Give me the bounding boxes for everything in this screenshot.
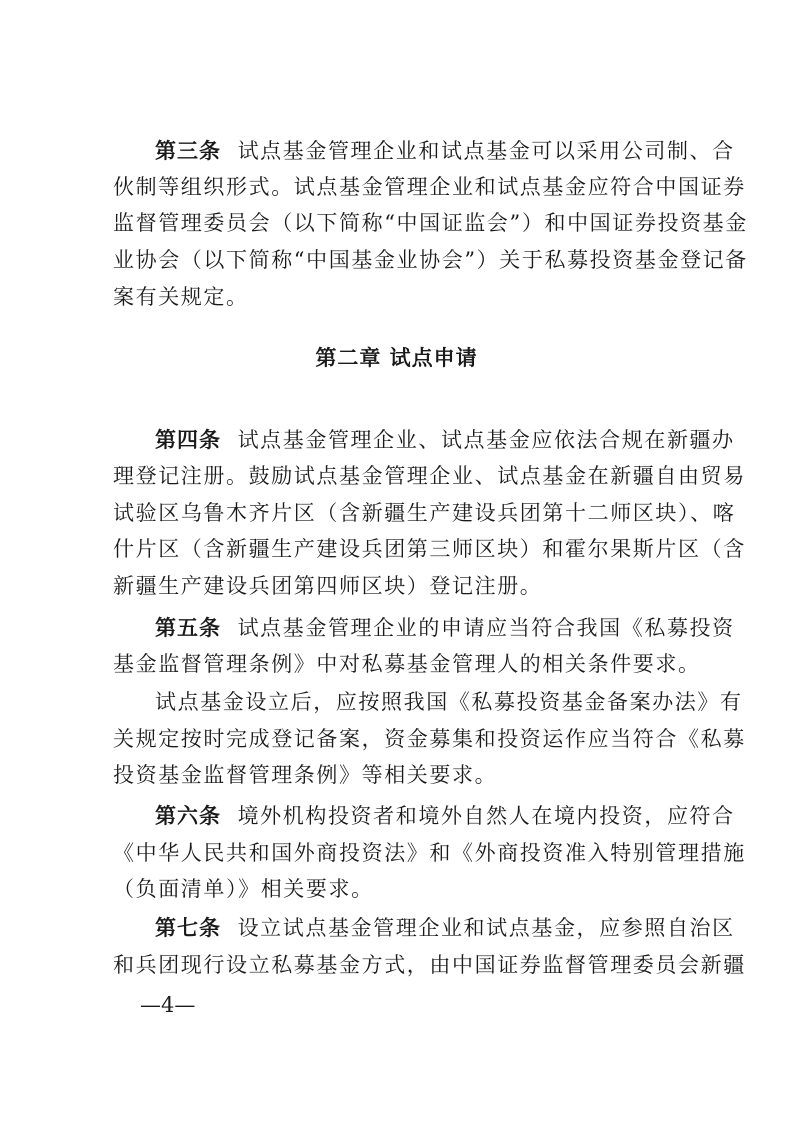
article-5-para-2-line-3: 投资基金监督管理条例》等相关要求。 [113, 763, 498, 787]
article-6-line-1 [155, 801, 735, 831]
article-7-line-1 [155, 913, 735, 943]
article-6-label: 第六条 [155, 804, 221, 828]
article-4-label: 第四条 [155, 428, 221, 452]
article-3-line-5: 案有关规定。 [113, 285, 249, 309]
article-5-line-2: 基金监督管理条例》中对私募基金管理人的相关条件要求。 [113, 652, 701, 676]
article-4-line-2: 理登记注册。鼓励试点基金管理企业、试点基金在新疆自由贸易 [113, 464, 746, 488]
article-5-para-2-line-2: 关规定按时完成登记备案，资金募集和投资运作应当符合《私募 [113, 727, 746, 751]
article-7-line-2: 和兵团现行设立私募基金方式，由中国证券监督管理委员会新疆 [113, 953, 746, 977]
article-6-text-1: 境外机构投资者和境外自然人在境内投资，应符合 [237, 804, 735, 828]
article-3-line-3: 监督管理委员会（以下简称“中国证监会”）和中国证券投资基金 [113, 211, 748, 235]
page-number: —4— [140, 993, 196, 1017]
article-7-label: 第七条 [155, 916, 221, 940]
article-3-line-1 [155, 136, 735, 166]
article-3-line-2: 伙制等组织形式。试点基金管理企业和试点基金应符合中国证券 [113, 175, 746, 199]
article-5-text-1: 试点基金管理企业的申请应当符合我国《私募投资 [237, 616, 735, 640]
article-4-line-4: 什片区（含新疆生产建设兵团第三师区块）和霍尔果斯片区（含 [113, 537, 746, 561]
article-3-line-4: 业协会（以下简称“中国基金业协会”）关于私募投资基金登记备 [113, 248, 748, 272]
article-3-label: 第三条 [155, 139, 221, 163]
article-6-line-3: （负面清单）》相关要求。 [113, 877, 374, 901]
article-4-line-5: 新疆生产建设兵团第四师区块）登记注册。 [113, 574, 543, 598]
article-7-text-1: 设立试点基金管理企业和试点基金，应参照自治区 [237, 916, 735, 940]
article-5-line-1 [155, 613, 735, 643]
article-4-line-3: 试验区乌鲁木齐片区（含新疆生产建设兵团第十二师区块）、喀 [113, 501, 736, 525]
chapter-2-heading: 第二章 试点申请 [315, 346, 478, 370]
article-6-line-2: 《中华人民共和国外商投资法》和《外商投资准入特别管理措施 [113, 841, 746, 865]
article-4-text-1: 试点基金管理企业、试点基金应依法合规在新疆办 [237, 428, 735, 452]
article-5-para-2-line-1: 试点基金设立后，应按照我国《私募投资基金备案办法》有 [155, 690, 743, 714]
article-5-label: 第五条 [155, 616, 221, 640]
article-4-line-1 [155, 425, 735, 455]
article-3-text-1: 试点基金管理企业和试点基金可以采用公司制、合 [237, 139, 735, 163]
